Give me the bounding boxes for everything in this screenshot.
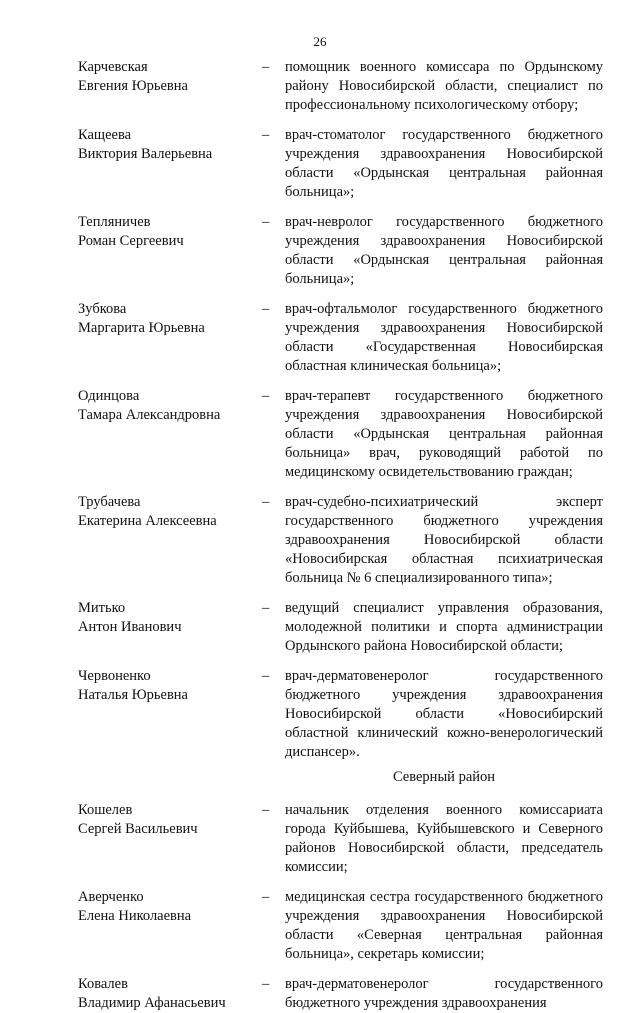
dash-separator: – [262, 494, 270, 510]
list-item [0, 888, 640, 964]
list-item [0, 387, 640, 482]
member-name [78, 801, 258, 839]
member-first-name: Сергей Васильевич [78, 821, 198, 837]
member-position: начальник отделения военного комиссариата города Куйбышева, Куйбышевского и Северного районов Новосибирской области, председатель комиссии; [285, 802, 603, 875]
member-last-name: Тепляничев [78, 214, 151, 230]
list-item [0, 599, 640, 656]
list-item [0, 667, 640, 762]
member-position: врач-судебно-психиатрический эксперт государственного бюджетного учреждения здравоохранения Новосибирской области «Новосибирская областная психиатрическая больница № 6 специализированного типа»; [285, 494, 603, 586]
member-last-name: Червоненко [78, 668, 151, 684]
member-name [78, 888, 258, 926]
member-first-name: Евгения Юрьевна [78, 78, 188, 94]
member-position: врач-терапевт государственного бюджетного учреждения здравоохранения Новосибирской области «Ордынская центральная районная больница» врач, руководящий работой по медицинскому освидетельствованию граждан; [285, 388, 603, 480]
member-name [78, 975, 258, 1013]
member-position: ведущий специалист управления образования, молодежной политики и спорта администрации Ордынского района Новосибирской области; [285, 600, 603, 654]
dash-separator: – [262, 214, 270, 230]
dash-separator: – [262, 600, 270, 616]
member-last-name: Одинцова [78, 388, 140, 404]
member-position: врач-офтальмолог государственного бюджетного учреждения здравоохранения Новосибирской области «Государственная Новосибирская областная клиническая больница»; [285, 301, 603, 374]
member-name [78, 667, 258, 705]
member-last-name: Трубачева [78, 494, 141, 510]
member-name [78, 126, 258, 164]
member-position: медицинская сестра государственного бюджетного учреждения здравоохранения Новосибирской области «Северная центральная районная больница», секретарь комиссии; [285, 889, 603, 962]
member-first-name: Елена Николаевна [78, 908, 192, 924]
member-last-name: Кащеева [78, 127, 132, 143]
member-last-name: Кошелев [78, 802, 133, 818]
dash-separator: – [262, 301, 270, 317]
member-first-name: Наталья Юрьевна [78, 687, 188, 703]
dash-separator: – [262, 668, 270, 684]
district-heading: Северный район [392, 769, 496, 785]
page-number: 26 [313, 34, 327, 49]
member-name [78, 599, 258, 637]
list-item [0, 975, 640, 1013]
member-last-name: Зубкова [78, 301, 127, 317]
member-last-name: Ковалев [78, 976, 128, 992]
member-position: врач-дерматовенеролог государственного бюджетного учреждения здравоохранения Новосибирской области «Новосибирский областной клинический кожно-венерологический диспансер». [285, 668, 603, 760]
list-item [0, 801, 640, 877]
list-item [0, 58, 640, 115]
member-position: помощник военного комиссара по Ордынскому району Новосибирской области, специалист по профессиональному психологическому отбору; [285, 59, 603, 113]
dash-separator: – [262, 802, 270, 818]
member-position: врач-дерматовенеролог государственного бюджетного учреждения здравоохранения [285, 976, 603, 1011]
member-position: врач-невролог государственного бюджетного учреждения здравоохранения Новосибирской области «Ордынская центральная районная больница»; [285, 214, 603, 287]
list-item [0, 493, 640, 588]
member-name [78, 493, 258, 531]
dash-separator: – [262, 976, 270, 992]
member-first-name: Антон Иванович [78, 619, 182, 635]
dash-separator: – [262, 59, 270, 75]
member-position: врач-стоматолог государственного бюджетного учреждения здравоохранения Новосибирской области «Ордынская центральная районная больница»; [285, 127, 603, 200]
list-item [0, 300, 640, 376]
member-last-name: Аверченко [78, 889, 144, 905]
dash-separator: – [262, 388, 270, 404]
member-last-name: Карчевская [78, 59, 148, 75]
member-first-name: Владимир Афанасьевич [78, 995, 226, 1011]
member-name [78, 58, 258, 96]
member-name [78, 300, 258, 338]
member-name [78, 213, 258, 251]
member-first-name: Роман Сергеевич [78, 233, 184, 249]
member-first-name: Маргарита Юрьевна [78, 320, 205, 336]
member-name [78, 387, 258, 425]
member-first-name: Екатерина Алексеевна [78, 513, 217, 529]
dash-separator: – [262, 127, 270, 143]
dash-separator: – [262, 889, 270, 905]
member-first-name: Виктория Валерьевна [78, 146, 213, 162]
member-last-name: Митько [78, 600, 126, 616]
list-item [0, 126, 640, 202]
member-first-name: Тамара Александровна [78, 407, 221, 423]
commission-list [0, 58, 640, 1013]
list-item [0, 213, 640, 289]
